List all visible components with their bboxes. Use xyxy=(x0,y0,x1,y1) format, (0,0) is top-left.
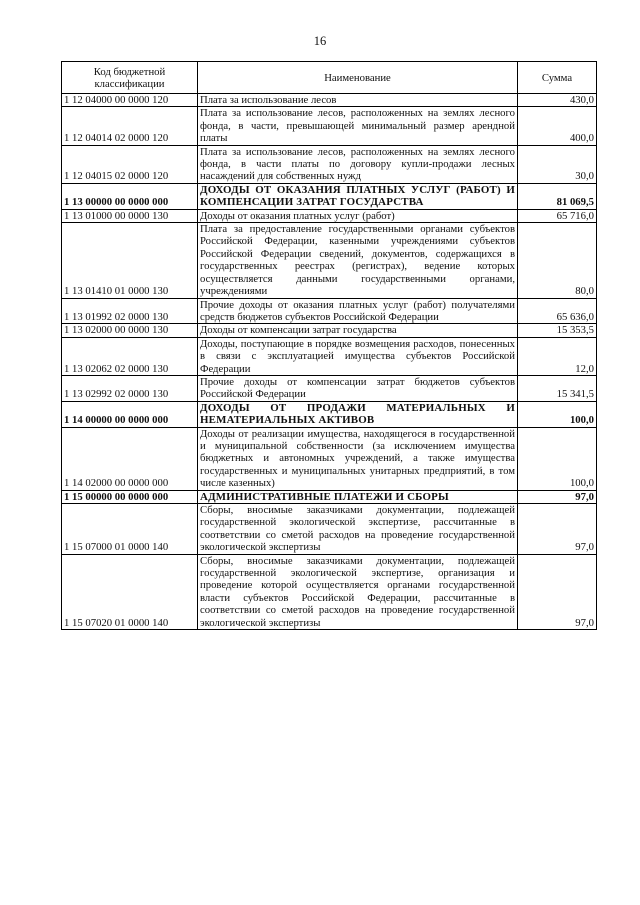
row-code: 1 13 02992 02 0000 130 xyxy=(62,375,198,401)
row-sum: 81 069,5 xyxy=(518,183,597,209)
row-name: Доходы от компенсации затрат государства xyxy=(198,324,518,337)
row-code: 1 14 00000 00 0000 000 xyxy=(62,401,198,427)
row-code: 1 12 04000 00 0000 120 xyxy=(62,94,198,107)
row-sum: 15 341,5 xyxy=(518,375,597,401)
table-row xyxy=(62,337,597,375)
row-code: 1 12 04014 02 0000 120 xyxy=(62,107,198,145)
row-name: Доходы, поступающие в порядке возмещения расходов, понесенных в связи с эксплуатацией имущества субъектов Российской Федерации xyxy=(198,337,518,375)
budget-table xyxy=(61,61,597,630)
row-name: Плата за использование лесов, расположенных на землях лесного фонда, в части платы по договору купли-продажи лесных насаждений для собственных нужд xyxy=(198,145,518,183)
table-row xyxy=(62,427,597,490)
row-name: Сборы, вносимые заказчиками документации, подлежащей государственной экологической экспертизе, рассчитанные в соответствии со сметой расходов на проведение государственной экологической экспертизы xyxy=(198,504,518,555)
row-name: Прочие доходы от оказания платных услуг (работ) получателями средств бюджетов субъектов Российской Федерации xyxy=(198,298,518,324)
row-sum: 100,0 xyxy=(518,401,597,427)
row-code: 1 15 07020 01 0000 140 xyxy=(62,554,198,629)
row-sum: 12,0 xyxy=(518,337,597,375)
row-sum: 97,0 xyxy=(518,554,597,629)
table-row xyxy=(62,554,597,629)
row-name: Сборы, вносимые заказчиками документации, подлежащей государственной экологической экспертизе, организация и проведение которой осуществляется органами государственной власти субъектов Российской Федерации, рассчитанные в соответствии со сметой расходов на проведение государственной экологической экспертизы xyxy=(198,554,518,629)
header-name: Наименование xyxy=(198,62,518,94)
table-row xyxy=(62,223,597,298)
row-sum: 100,0 xyxy=(518,427,597,490)
table-header-row xyxy=(62,62,597,94)
row-code: 1 13 01410 01 0000 130 xyxy=(62,223,198,298)
row-sum: 30,0 xyxy=(518,145,597,183)
row-code: 1 13 02000 00 0000 130 xyxy=(62,324,198,337)
row-sum: 97,0 xyxy=(518,504,597,555)
table-row xyxy=(62,183,597,209)
row-name: Плата за предоставление государственными органами субъектов Российской Федерации, казенными учреждениями субъектов Российской Федерации сведений, документов, содержащихся в государственных реестрах (регистрах), ведение которых осуществляется данными государственными органами, учреждениями xyxy=(198,223,518,298)
table-row xyxy=(62,107,597,145)
row-sum: 65 716,0 xyxy=(518,209,597,222)
row-code: 1 13 00000 00 0000 000 xyxy=(62,183,198,209)
row-code: 1 12 04015 02 0000 120 xyxy=(62,145,198,183)
row-sum: 65 636,0 xyxy=(518,298,597,324)
row-sum: 400,0 xyxy=(518,107,597,145)
row-sum: 97,0 xyxy=(518,490,597,503)
row-sum: 430,0 xyxy=(518,94,597,107)
table-row xyxy=(62,490,597,503)
row-name: Доходы от оказания платных услуг (работ) xyxy=(198,209,518,222)
table-row xyxy=(62,145,597,183)
row-code: 1 13 01000 00 0000 130 xyxy=(62,209,198,222)
row-code: 1 13 02062 02 0000 130 xyxy=(62,337,198,375)
row-sum: 15 353,5 xyxy=(518,324,597,337)
row-name: АДМИНИСТРАТИВНЫЕ ПЛАТЕЖИ И СБОРЫ xyxy=(198,490,518,503)
table-row xyxy=(62,94,597,107)
table-row xyxy=(62,401,597,427)
row-code: 1 15 00000 00 0000 000 xyxy=(62,490,198,503)
table-row xyxy=(62,209,597,222)
row-sum: 80,0 xyxy=(518,223,597,298)
row-name: ДОХОДЫ ОТ ОКАЗАНИЯ ПЛАТНЫХ УСЛУГ (РАБОТ) И КОМПЕНСАЦИИ ЗАТРАТ ГОСУДАРСТВА xyxy=(198,183,518,209)
table-row xyxy=(62,504,597,555)
row-name: Плата за использование лесов, расположенных на землях лесного фонда, в части, превышающей минимальный размер арендной платы xyxy=(198,107,518,145)
row-name: Доходы от реализации имущества, находящегося в государственной и муниципальной собственности (за исключением имущества бюджетных и автономных учреждений, а также имущества государственных и муниципальных унитарных предприятий, в том числе казенных) xyxy=(198,427,518,490)
table-row xyxy=(62,375,597,401)
table-row xyxy=(62,298,597,324)
row-code: 1 14 02000 00 0000 000 xyxy=(62,427,198,490)
row-code: 1 15 07000 01 0000 140 xyxy=(62,504,198,555)
row-name: ДОХОДЫ ОТ ПРОДАЖИ МАТЕРИАЛЬНЫХ И НЕМАТЕРИАЛЬНЫХ АКТИВОВ xyxy=(198,401,518,427)
header-code: Код бюджетной классификации xyxy=(62,62,198,94)
page-number: 16 xyxy=(313,34,327,48)
table-row xyxy=(62,324,597,337)
row-name: Прочие доходы от компенсации затрат бюджетов субъектов Российской Федерации xyxy=(198,375,518,401)
row-name: Плата за использование лесов xyxy=(198,94,518,107)
header-sum: Сумма xyxy=(518,62,597,94)
row-code: 1 13 01992 02 0000 130 xyxy=(62,298,198,324)
